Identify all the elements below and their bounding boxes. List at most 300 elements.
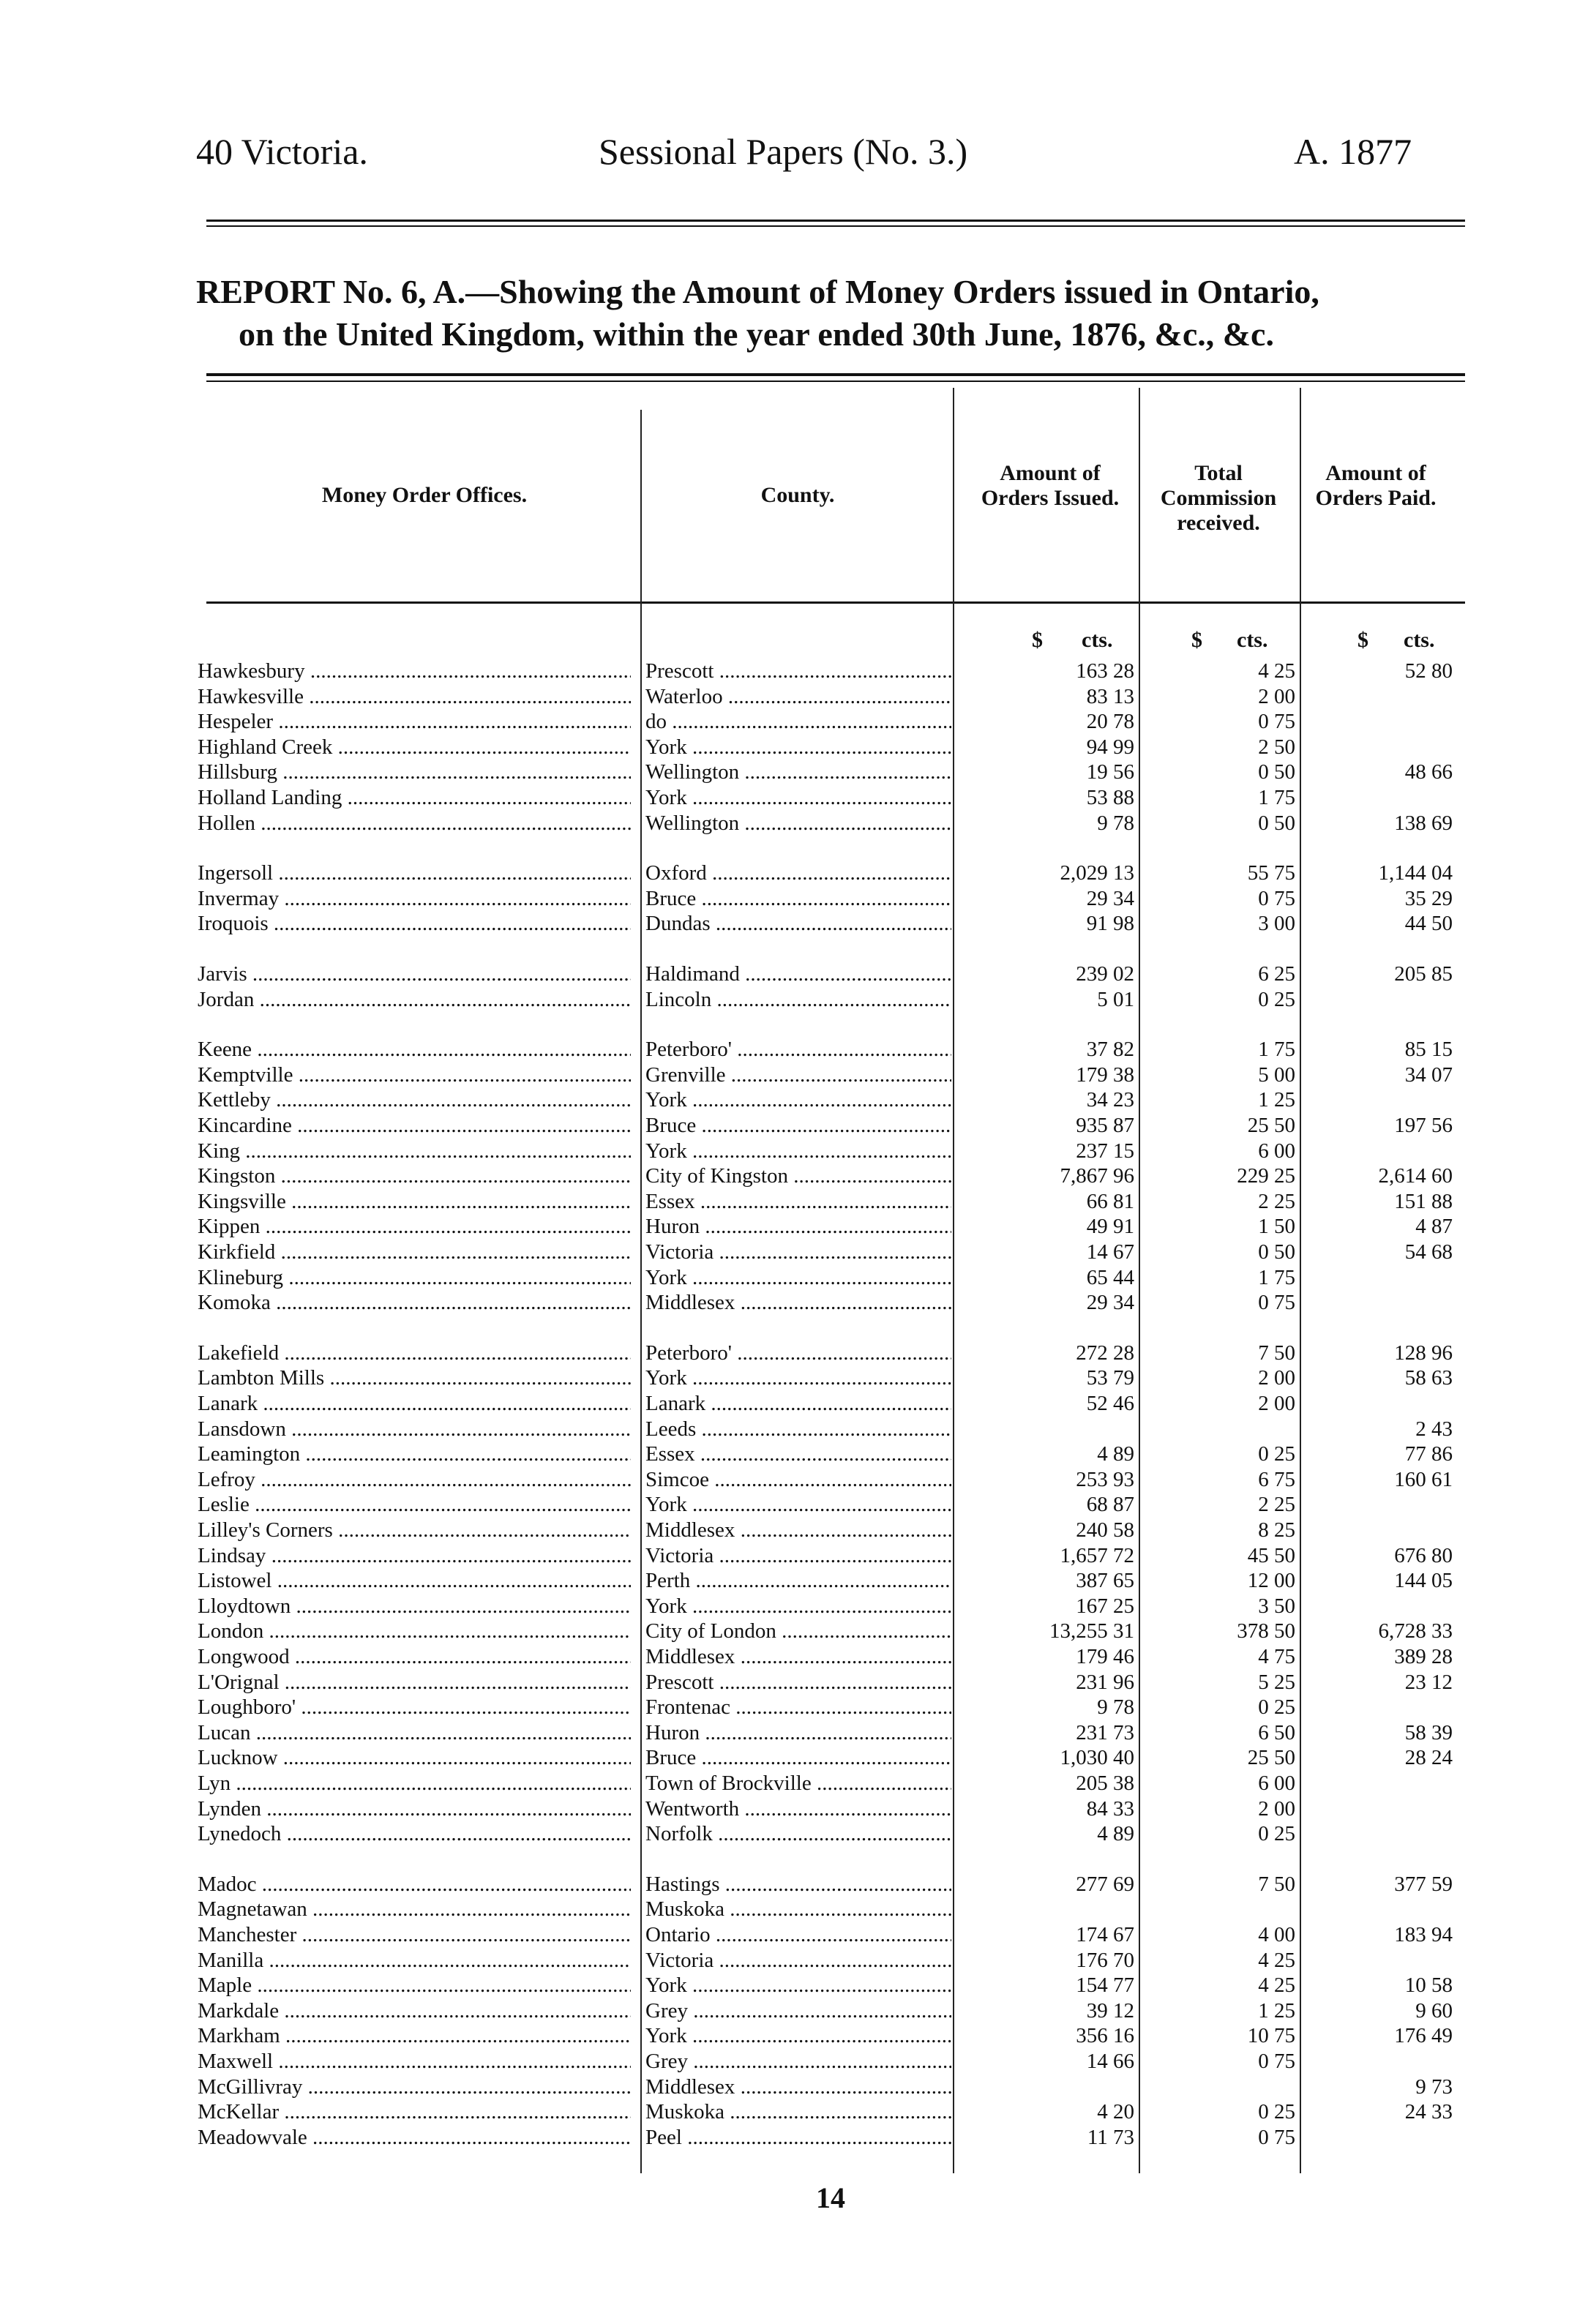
commission-cell: 1 75: [1258, 1038, 1295, 1062]
table-row: [198, 2023, 1456, 2048]
county-cell: Ontario .....: [645, 1922, 951, 1947]
commission-cell: 0 75: [1258, 2125, 1295, 2149]
issued-cell: 154 77: [1076, 1973, 1134, 1998]
office-cell: Komoka .....: [198, 1290, 631, 1315]
comm-cents-unit: cts.: [1237, 628, 1268, 652]
session-label: 40 Victoria.: [196, 131, 368, 172]
county-cell: Middlesex .....: [645, 1644, 951, 1669]
office-cell: Madoc .....: [198, 1872, 631, 1897]
table-row: [198, 886, 1456, 911]
issued-cell: 94 99: [1086, 735, 1134, 759]
col-header-commission: Total Commission received.: [1160, 461, 1277, 535]
county-cell: Huron .....: [645, 1720, 951, 1745]
table-row: [198, 1341, 1456, 1365]
county-cell: Wentworth .....: [645, 1796, 951, 1821]
paid-cell: 151 88: [1394, 1189, 1453, 1213]
table-row: [198, 1037, 1456, 1062]
commission-cell: 0 50: [1258, 1240, 1295, 1264]
comm-dollar-unit: $: [1191, 628, 1202, 652]
office-cell: Jarvis .....: [198, 962, 631, 986]
table-row: [198, 785, 1456, 810]
office-cell: Leslie .....: [198, 1492, 631, 1517]
table-row: [198, 861, 1456, 885]
commission-cell: 0 25: [1258, 987, 1295, 1011]
table-row: [198, 962, 1456, 986]
office-cell: Iroquois .....: [198, 911, 631, 936]
table-row: [198, 709, 1456, 734]
col-header-county: County.: [760, 483, 835, 507]
office-cell: Highland Creek .....: [198, 735, 631, 760]
commission-cell: 1 75: [1258, 1265, 1295, 1289]
issued-cell: 387 65: [1076, 1569, 1134, 1593]
table-row: [198, 1872, 1456, 1897]
table-row: [198, 1594, 1456, 1619]
commission-cell: 4 75: [1258, 1645, 1295, 1668]
county-cell: City of London .....: [645, 1619, 951, 1643]
office-cell: King .....: [198, 1139, 631, 1163]
commission-cell: 4 25: [1258, 1973, 1295, 1998]
report-number: REPORT No. 6, A.: [196, 273, 466, 310]
table-row: [198, 1518, 1456, 1543]
report-title: [196, 271, 1469, 356]
county-cell: Prescott .....: [645, 659, 951, 683]
issued-cell: 9 78: [1097, 1695, 1134, 1720]
county-cell: Lanark .....: [645, 1391, 951, 1416]
paid-cell: 28 24: [1404, 1746, 1453, 1770]
table-row: [198, 1695, 1456, 1720]
county-cell: Huron .....: [645, 1214, 951, 1239]
paid-cell: 85 15: [1404, 1038, 1453, 1062]
commission-cell: 6 00: [1258, 1139, 1295, 1163]
issued-cents-unit: cts.: [1082, 628, 1113, 652]
office-cell: Lefroy .....: [198, 1467, 631, 1492]
county-cell: Waterloo .....: [645, 684, 951, 709]
issued-cell: 163 28: [1076, 659, 1134, 683]
office-cell: Kincardine .....: [198, 1113, 631, 1138]
county-cell: York .....: [645, 1265, 951, 1290]
county-cell: Victoria .....: [645, 1543, 951, 1568]
issued-cell: 84 33: [1086, 1796, 1134, 1821]
issued-cell: 4 89: [1097, 1822, 1134, 1846]
paid-cell: 676 80: [1394, 1543, 1453, 1567]
commission-cell: 1 50: [1258, 1215, 1295, 1239]
issued-cell: 174 67: [1076, 1923, 1134, 1946]
commission-cell: 7 50: [1258, 1341, 1295, 1365]
issued-cell: 68 87: [1086, 1493, 1134, 1517]
paid-cell: 48 66: [1404, 760, 1453, 784]
issued-cell: 19 56: [1086, 760, 1134, 784]
table-row: [198, 1113, 1456, 1138]
county-cell: Bruce .....: [645, 886, 951, 911]
issued-cell: 9 78: [1097, 811, 1134, 835]
issued-cell: 253 93: [1076, 1467, 1134, 1491]
office-cell: Lloydtown .....: [198, 1594, 631, 1619]
issued-cell: 7,867 96: [1060, 1164, 1134, 1188]
office-cell: London .....: [198, 1619, 631, 1643]
issued-cell: 237 15: [1076, 1139, 1134, 1163]
office-cell: Kemptville .....: [198, 1062, 631, 1087]
county-cell: Peterboro' .....: [645, 1037, 951, 1062]
county-cell: Lincoln .....: [645, 987, 951, 1012]
paid-cell: 183 94: [1394, 1923, 1453, 1946]
issued-cell: 4 20: [1097, 2100, 1134, 2124]
county-cell: Haldimand .....: [645, 962, 951, 986]
table-row: [198, 1720, 1456, 1745]
paid-cell: 23 12: [1404, 1670, 1453, 1694]
table-row: [198, 1365, 1456, 1390]
issued-cell: 176 70: [1076, 1948, 1134, 1972]
issued-cell: 231 96: [1076, 1670, 1134, 1694]
commission-cell: 0 50: [1258, 811, 1295, 835]
paid-cell: 128 96: [1394, 1341, 1453, 1365]
paid-cell: 24 33: [1404, 2100, 1453, 2124]
commission-cell: 55 75: [1247, 861, 1295, 885]
county-cell: Town of Brockville .....: [645, 1771, 951, 1796]
table-row: [198, 1240, 1456, 1264]
office-cell: Hollen .....: [198, 811, 631, 836]
office-cell: Kettleby .....: [198, 1087, 631, 1112]
table-row: [198, 1619, 1456, 1643]
paid-cell: 9 60: [1415, 1998, 1453, 2023]
commission-cell: 7 50: [1258, 1872, 1295, 1896]
office-cell: Hawkesville .....: [198, 684, 631, 709]
office-cell: Ingersoll .....: [198, 861, 631, 885]
county-cell: Peel .....: [645, 2125, 951, 2150]
paid-cell: 2,614 60: [1378, 1164, 1453, 1188]
paid-cell: 197 56: [1394, 1114, 1453, 1137]
paid-cell: 44 50: [1404, 912, 1453, 936]
office-cell: McKellar .....: [198, 2099, 631, 2124]
header-rule-2: [206, 225, 1465, 227]
county-cell: York .....: [645, 1973, 951, 1998]
table-row: [198, 1821, 1456, 1846]
issued-cell: 240 58: [1076, 1518, 1134, 1542]
commission-cell: 6 00: [1258, 1772, 1295, 1795]
table-row: [198, 1189, 1456, 1214]
paid-cell: 144 05: [1394, 1569, 1453, 1593]
table-row: [198, 1391, 1456, 1416]
issued-cell: 231 73: [1076, 1720, 1134, 1744]
issued-cell: 1,657 72: [1060, 1543, 1134, 1567]
paid-cell: 58 39: [1404, 1720, 1453, 1744]
paid-cell: 34 07: [1404, 1062, 1453, 1087]
col-header-paid: Amount of Orders Paid.: [1315, 461, 1437, 510]
office-cell: Keene .....: [198, 1037, 631, 1062]
table-row: [198, 1897, 1456, 1922]
county-cell: Victoria .....: [645, 1240, 951, 1264]
issued-cell: 935 87: [1076, 1114, 1134, 1137]
office-cell: Lucan .....: [198, 1720, 631, 1745]
commission-cell: 45 50: [1247, 1543, 1295, 1567]
table-row: [198, 2074, 1456, 2099]
office-cell: Holland Landing .....: [198, 785, 631, 810]
sessional-papers-label: Sessional Papers (No. 3.): [599, 131, 968, 172]
table-row: [198, 1948, 1456, 1973]
paid-cell: 160 61: [1394, 1467, 1453, 1491]
paid-cell: 4 87: [1415, 1215, 1453, 1239]
county-cell: Bruce .....: [645, 1113, 951, 1138]
office-cell: Invermay .....: [198, 886, 631, 911]
paid-cell: 9 73: [1415, 2074, 1453, 2099]
office-cell: Loughboro' .....: [198, 1695, 631, 1720]
commission-cell: 8 25: [1258, 1518, 1295, 1542]
office-cell: Markdale .....: [198, 1998, 631, 2023]
header-rule: [206, 220, 1465, 222]
issued-cell: 239 02: [1076, 962, 1134, 986]
county-cell: Oxford .....: [645, 861, 951, 885]
county-cell: York .....: [645, 1087, 951, 1112]
county-cell: Muskoka .....: [645, 1897, 951, 1922]
county-cell: do .....: [645, 709, 951, 734]
commission-cell: 2 25: [1258, 1189, 1295, 1213]
office-cell: Lynden .....: [198, 1796, 631, 1821]
office-cell: Lyn .....: [198, 1771, 631, 1796]
office-cell: Lindsay .....: [198, 1543, 631, 1568]
commission-cell: 2 00: [1258, 1366, 1295, 1390]
table-row: [198, 2049, 1456, 2074]
office-cell: Maple .....: [198, 1973, 631, 1998]
commission-cell: 0 25: [1258, 1442, 1295, 1466]
office-cell: Magnetawan .....: [198, 1897, 631, 1922]
commission-cell: 4 25: [1258, 659, 1295, 683]
commission-cell: 6 25: [1258, 962, 1295, 986]
county-cell: Peterboro' .....: [645, 1341, 951, 1365]
commission-cell: 1 75: [1258, 786, 1295, 809]
commission-cell: 5 25: [1258, 1670, 1295, 1694]
issued-cell: 272 28: [1076, 1341, 1134, 1365]
issued-cell: 34 23: [1086, 1088, 1134, 1112]
commission-cell: 1 25: [1258, 1088, 1295, 1112]
table-row: [198, 1265, 1456, 1290]
county-cell: Wellington .....: [645, 811, 951, 836]
paid-cell: 138 69: [1394, 811, 1453, 835]
office-cell: Lucknow .....: [198, 1745, 631, 1770]
commission-cell: 25 50: [1247, 1746, 1295, 1770]
office-cell: Klineburg .....: [198, 1265, 631, 1290]
county-cell: York .....: [645, 2023, 951, 2048]
county-cell: Perth .....: [645, 1568, 951, 1593]
table-row: [198, 659, 1456, 683]
commission-cell: 10 75: [1247, 2024, 1295, 2048]
table-row: [198, 1670, 1456, 1695]
table-row: [198, 1796, 1456, 1821]
table-row: [198, 1417, 1456, 1442]
table-row: [198, 2099, 1456, 2124]
page-number: 14: [816, 2181, 845, 2214]
commission-cell: 1 25: [1258, 1998, 1295, 2023]
table-row: [198, 1771, 1456, 1796]
issued-cell: 49 91: [1086, 1215, 1134, 1239]
table-row: [198, 1087, 1456, 1112]
commission-cell: 2 25: [1258, 1493, 1295, 1517]
commission-cell: 0 75: [1258, 710, 1295, 734]
paid-cell: 389 28: [1394, 1645, 1453, 1668]
issued-cell: 2,029 13: [1060, 861, 1134, 885]
table-row: [198, 1492, 1456, 1517]
county-cell: Wellington .....: [645, 760, 951, 784]
county-cell: Muskoka .....: [645, 2099, 951, 2124]
paid-cell: 176 49: [1394, 2024, 1453, 2048]
commission-cell: 0 75: [1258, 886, 1295, 910]
paid-cell: 58 63: [1404, 1366, 1453, 1390]
commission-cell: 3 00: [1258, 912, 1295, 936]
commission-cell: 2 50: [1258, 735, 1295, 759]
office-cell: Manilla .....: [198, 1948, 631, 1973]
year-label: A. 1877: [1294, 131, 1412, 172]
table-row: [198, 1139, 1456, 1163]
issued-dollar-unit: $: [1032, 628, 1043, 652]
office-cell: Hillsburg .....: [198, 760, 631, 784]
issued-cell: 11 73: [1087, 2125, 1134, 2149]
office-cell: Jordan .....: [198, 987, 631, 1012]
table-row: [198, 1290, 1456, 1315]
issued-cell: 83 13: [1086, 684, 1134, 708]
county-cell: Bruce .....: [645, 1745, 951, 1770]
issued-cell: 14 67: [1086, 1240, 1134, 1264]
issued-cell: 5 01: [1097, 987, 1134, 1011]
table-row: [198, 911, 1456, 936]
commission-cell: 0 25: [1258, 2100, 1295, 2124]
commission-cell: 229 25: [1237, 1164, 1295, 1188]
county-cell: Middlesex .....: [645, 2074, 951, 2099]
header-bottom-rule: [206, 601, 1465, 604]
paid-dollar-unit: $: [1357, 628, 1368, 652]
issued-cell: 66 81: [1086, 1189, 1134, 1213]
county-cell: Essex .....: [645, 1189, 951, 1214]
commission-cell: 4 00: [1258, 1923, 1295, 1946]
commission-cell: 6 50: [1258, 1720, 1295, 1744]
county-cell: York .....: [645, 1365, 951, 1390]
paid-cents-unit: cts.: [1404, 628, 1435, 652]
commission-cell: 0 75: [1258, 1291, 1295, 1315]
county-cell: York .....: [645, 1594, 951, 1619]
commission-cell: 12 00: [1247, 1569, 1295, 1593]
issued-cell: 20 78: [1086, 710, 1134, 734]
running-header: [196, 130, 1455, 181]
office-cell: McGillivray .....: [198, 2074, 631, 2099]
commission-cell: 378 50: [1237, 1619, 1295, 1643]
commission-cell: 2 00: [1258, 1392, 1295, 1415]
county-cell: Victoria .....: [645, 1948, 951, 1973]
issued-cell: 13,255 31: [1049, 1619, 1134, 1643]
commission-cell: 0 75: [1258, 2050, 1295, 2073]
paid-cell: 35 29: [1404, 886, 1453, 910]
county-cell: York .....: [645, 1139, 951, 1163]
commission-cell: 5 00: [1258, 1062, 1295, 1087]
table-row: [198, 1467, 1456, 1492]
office-cell: Markham .....: [198, 2023, 631, 2048]
issued-cell: 179 46: [1076, 1645, 1134, 1668]
issued-cell: 52 46: [1086, 1392, 1134, 1415]
county-cell: Hastings .....: [645, 1872, 951, 1897]
issued-cell: 91 98: [1086, 912, 1134, 936]
commission-cell: 4 25: [1258, 1948, 1295, 1972]
issued-cell: 179 38: [1076, 1062, 1134, 1087]
issued-cell: 37 82: [1086, 1038, 1134, 1062]
office-cell: Manchester .....: [198, 1922, 631, 1947]
county-cell: York .....: [645, 735, 951, 760]
county-cell: Grey .....: [645, 1998, 951, 2023]
paid-cell: 54 68: [1404, 1240, 1453, 1264]
title-line-2: on the United Kingdom, within the year ended 30th June, 1876, &c., &c.: [239, 315, 1274, 353]
county-cell: Leeds .....: [645, 1417, 951, 1442]
county-cell: York .....: [645, 1492, 951, 1517]
issued-cell: 356 16: [1076, 2024, 1134, 2048]
county-cell: Norfolk .....: [645, 1821, 951, 1846]
office-cell: Listowel .....: [198, 1568, 631, 1593]
office-cell: Lambton Mills .....: [198, 1365, 631, 1390]
issued-cell: 205 38: [1076, 1772, 1134, 1795]
office-cell: Lakefield .....: [198, 1341, 631, 1365]
office-cell: L'Orignal .....: [198, 1670, 631, 1695]
commission-cell: 3 50: [1258, 1594, 1295, 1618]
office-cell: Kingsville .....: [198, 1189, 631, 1214]
commission-cell: 0 25: [1258, 1695, 1295, 1720]
commission-cell: 2 00: [1258, 1796, 1295, 1821]
col-header-office: Money Order Offices.: [321, 483, 528, 507]
issued-cell: 14 66: [1086, 2050, 1134, 2073]
table-row: [198, 987, 1456, 1012]
paid-cell: 77 86: [1404, 1442, 1453, 1466]
table-row: [198, 1568, 1456, 1593]
county-cell: Simcoe .....: [645, 1467, 951, 1492]
paid-cell: 10 58: [1404, 1973, 1453, 1998]
county-cell: Essex .....: [645, 1442, 951, 1466]
office-cell: Lanark .....: [198, 1391, 631, 1416]
commission-cell: 0 25: [1258, 1822, 1295, 1846]
title-line-1: —Showing the Amount of Money Orders issued in Ontario,: [465, 273, 1319, 310]
issued-cell: 53 79: [1086, 1366, 1134, 1390]
paid-cell: 377 59: [1394, 1872, 1453, 1896]
county-cell: Dundas .....: [645, 911, 951, 936]
table-row: [198, 1163, 1456, 1188]
table-top-rule-2: [206, 381, 1465, 382]
issued-cell: 1,030 40: [1060, 1746, 1134, 1770]
office-cell: Kingston .....: [198, 1163, 631, 1188]
table-row: [198, 1442, 1456, 1466]
county-cell: York .....: [645, 785, 951, 810]
issued-cell: 167 25: [1076, 1594, 1134, 1618]
table-row: [198, 760, 1456, 784]
table-row: [198, 1543, 1456, 1568]
issued-cell: 65 44: [1086, 1265, 1134, 1289]
table-row: [198, 1745, 1456, 1770]
table-top-rule: [206, 373, 1465, 376]
county-cell: Middlesex .....: [645, 1290, 951, 1315]
county-cell: City of Kingston .....: [645, 1163, 951, 1188]
table-row: [198, 1973, 1456, 1998]
commission-cell: 25 50: [1247, 1114, 1295, 1137]
table-row: [198, 1214, 1456, 1239]
table-row: [198, 2125, 1456, 2150]
issued-cell: 277 69: [1076, 1872, 1134, 1896]
office-cell: Hespeler .....: [198, 709, 631, 734]
issued-cell: 4 89: [1097, 1442, 1134, 1466]
table-row: [198, 811, 1456, 836]
paid-cell: 1,144 04: [1378, 861, 1453, 885]
office-cell: Leamington .....: [198, 1442, 631, 1466]
table-row: [198, 1922, 1456, 1947]
table-row: [198, 1644, 1456, 1669]
table-row: [198, 684, 1456, 709]
office-cell: Kirkfield .....: [198, 1240, 631, 1264]
office-cell: Kippen .....: [198, 1214, 631, 1239]
office-cell: Lilley's Corners .....: [198, 1518, 631, 1543]
county-cell: Prescott .....: [645, 1670, 951, 1695]
county-cell: Middlesex .....: [645, 1518, 951, 1543]
office-cell: Hawkesbury .....: [198, 659, 631, 683]
commission-cell: 6 75: [1258, 1467, 1295, 1491]
